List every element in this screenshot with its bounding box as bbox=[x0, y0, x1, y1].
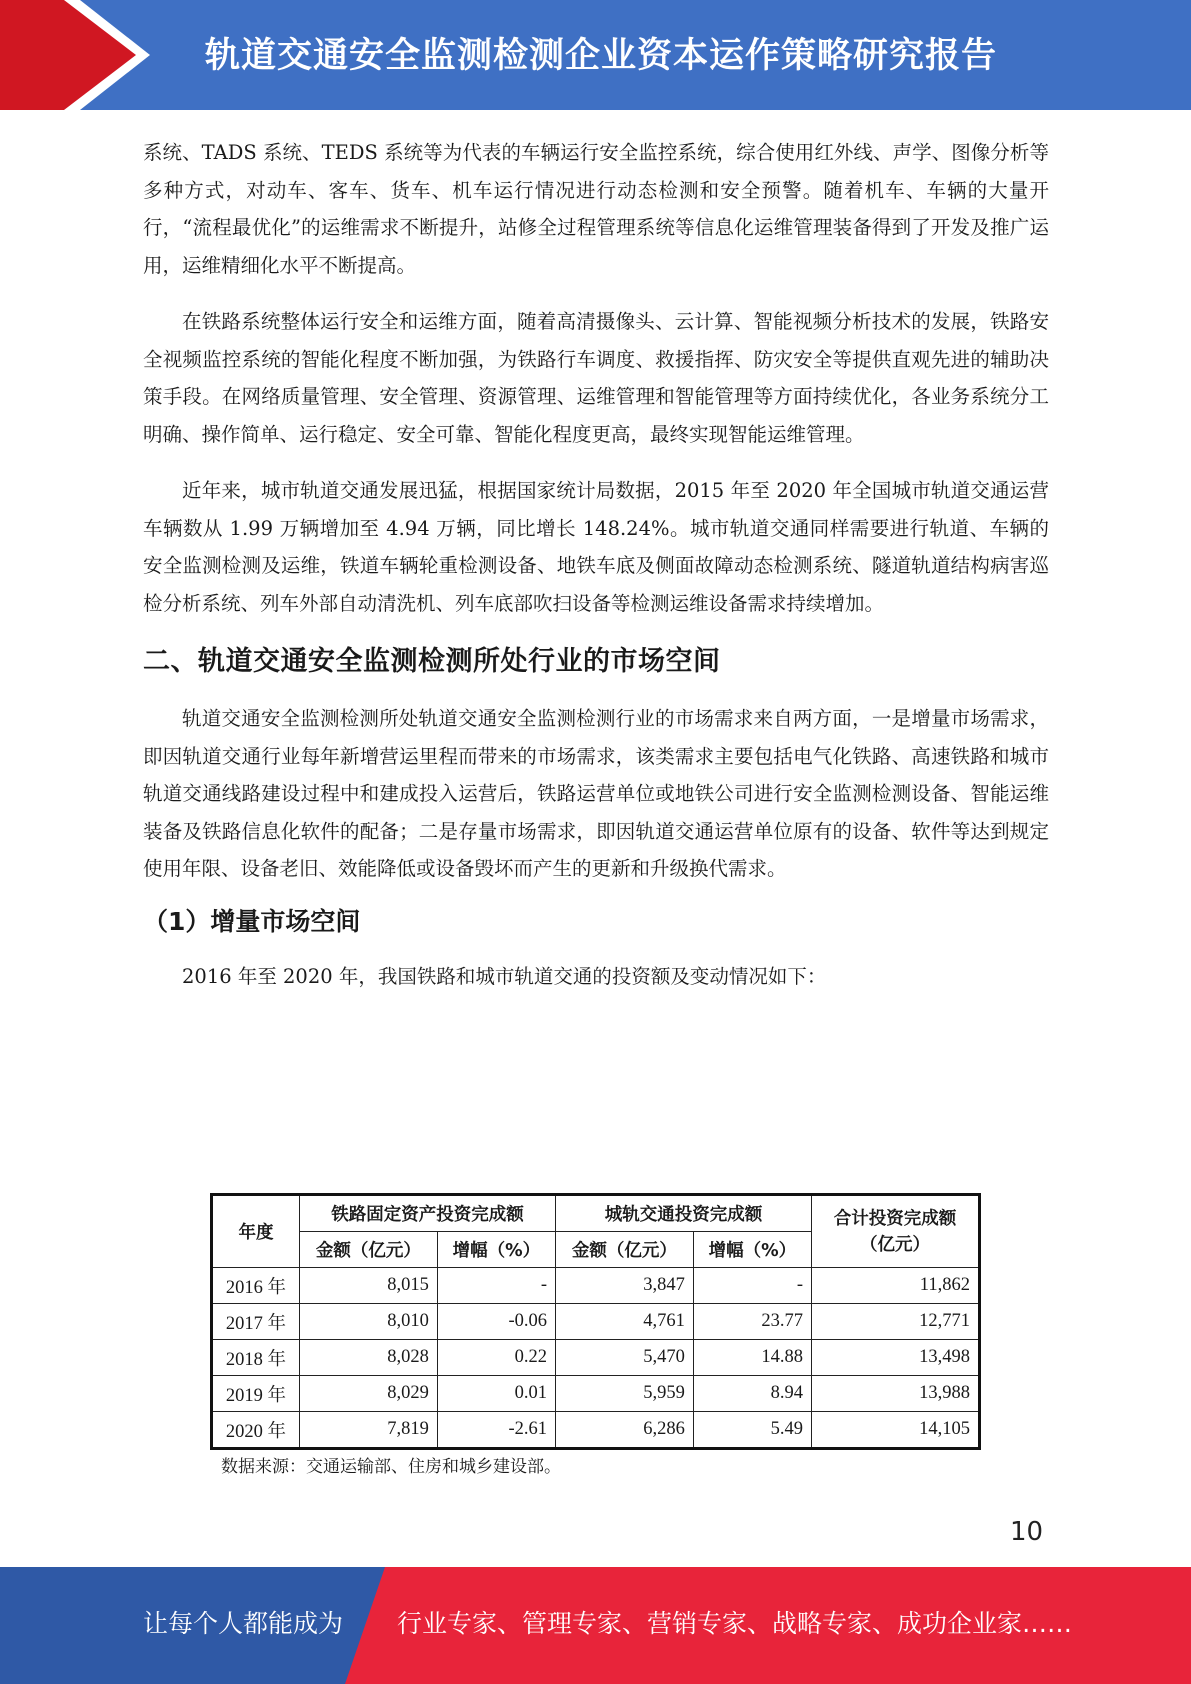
paragraph-4: 轨道交通安全监测检测所处轨道交通安全监测检测行业的市场需求来自两方面，一是增量市场需求，即因轨道交通行业每年新增营运里程而带来的市场需求，该类需求主要包括电气化铁路、高速铁路和城市轨道交通线路建设过程中和建成投入运营后，铁路运营单位或地铁公司进行安全监测检测设备、智能运维装备及铁路信息化软件的配备；二是存量市场需求，即因轨道交通运营单位原有的设备、软件等达到规定使用年限、设备老旧、效能降低或设备毁坏而产生的更新和升级换代需求。 bbox=[143, 707, 1049, 880]
page-header bbox=[0, 0, 1191, 110]
cell-total: 13,498 bbox=[812, 1340, 980, 1376]
subsection-heading: （1）增量市场空间 bbox=[143, 906, 361, 936]
cell-rail-amount: 8,028 bbox=[300, 1340, 438, 1376]
table-row bbox=[212, 1412, 980, 1449]
header-rail-growth: 增幅（%） bbox=[437, 1232, 555, 1268]
cell-metro-growth: - bbox=[693, 1268, 811, 1304]
table-row bbox=[212, 1340, 980, 1376]
cell-year: 2020 年 bbox=[212, 1412, 300, 1449]
cell-year: 2016 年 bbox=[212, 1268, 300, 1304]
cell-total: 14,105 bbox=[812, 1412, 980, 1449]
header-rail: 铁路固定资产投资完成额 bbox=[300, 1195, 556, 1232]
document-body bbox=[143, 134, 1049, 995]
investment-table bbox=[210, 1193, 981, 1450]
cell-rail-growth: - bbox=[437, 1268, 555, 1304]
cell-rail-amount: 8,029 bbox=[300, 1376, 438, 1412]
cell-year: 2017 年 bbox=[212, 1304, 300, 1340]
cell-rail-growth: -2.61 bbox=[437, 1412, 555, 1449]
cell-rail-growth: -0.06 bbox=[437, 1304, 555, 1340]
investment-table-container bbox=[210, 1193, 981, 1480]
cell-rail-growth: 0.01 bbox=[437, 1376, 555, 1412]
cell-total: 11,862 bbox=[812, 1268, 980, 1304]
page-footer bbox=[0, 1567, 1191, 1684]
paragraph-3: 近年来，城市轨道交通发展迅猛，根据国家统计局数据，2015 年至 2020 年全国城市轨道交通运营车辆数从 1.99 万辆增加至 4.94 万辆，同比增长 148.24%。城市轨道交通同样需要进行轨道、车辆的安全监测检测及运维，铁道车辆轮重检测设备、地铁车底及侧面故障动态检测系统、隧道轨道结构病害巡检分析系统、列车外部自动清洗机、列车底部吹扫设备等检测运维设备需求持续增加。 bbox=[143, 479, 1049, 615]
table-row bbox=[212, 1304, 980, 1340]
header-arrow-icon bbox=[0, 0, 136, 110]
cell-metro-amount: 4,761 bbox=[555, 1304, 693, 1340]
header-metro-amount: 金额（亿元） bbox=[555, 1232, 693, 1268]
page-number: 10 bbox=[1010, 1517, 1044, 1547]
cell-metro-amount: 5,959 bbox=[555, 1376, 693, 1412]
cell-metro-amount: 3,847 bbox=[555, 1268, 693, 1304]
footer-slogan-left: 让每个人都能成为 bbox=[143, 1609, 344, 1638]
paragraph-5: 2016 年至 2020 年，我国铁路和城市轨道交通的投资额及变动情况如下： bbox=[182, 964, 827, 988]
footer-slogan-right: 行业专家、管理专家、营销专家、战略专家、成功企业家…… bbox=[397, 1609, 1073, 1638]
cell-year: 2019 年 bbox=[212, 1376, 300, 1412]
cell-rail-amount: 8,015 bbox=[300, 1268, 438, 1304]
paragraph-2: 在铁路系统整体运行安全和运维方面，随着高清摄像头、云计算、智能视频分析技术的发展，铁路安全视频监控系统的智能化程度不断加强，为铁路行车调度、救援指挥、防灾安全等提供直观先进的辅助决策手段。在网络质量管理、安全管理、资源管理、运维管理和智能管理等方面持续优化，各业务系统分工明确、操作简单、运行稳定、安全可靠、智能化程度更高，最终实现智能运维管理。 bbox=[143, 310, 1049, 446]
cell-metro-growth: 14.88 bbox=[693, 1340, 811, 1376]
cell-metro-growth: 23.77 bbox=[693, 1304, 811, 1340]
paragraph-1: 系统、TADS 系统、TEDS 系统等为代表的车辆运行安全监控系统，综合使用红外线、声学、图像分析等多种方式，对动车、客车、货车、机车运行情况进行动态检测和安全预警。随着机车、车辆的大量开行，“流程最优化”的运维需求不断提升，站修全过程管理系统等信息化运维管理装备得到了开发及推广运用，运维精细化水平不断提高。 bbox=[143, 141, 1049, 277]
cell-metro-growth: 8.94 bbox=[693, 1376, 811, 1412]
table-row bbox=[212, 1376, 980, 1412]
cell-metro-amount: 5,470 bbox=[555, 1340, 693, 1376]
header-year: 年度 bbox=[212, 1195, 300, 1268]
cell-total: 12,771 bbox=[812, 1304, 980, 1340]
header-total: 合计投资完成额（亿元） bbox=[812, 1195, 980, 1268]
cell-total: 13,988 bbox=[812, 1376, 980, 1412]
cell-metro-amount: 6,286 bbox=[555, 1412, 693, 1449]
cell-year: 2018 年 bbox=[212, 1340, 300, 1376]
header-metro: 城轨交通投资完成额 bbox=[555, 1195, 811, 1232]
report-title: 轨道交通安全监测检测企业资本运作策略研究报告 bbox=[205, 36, 998, 76]
section-heading: 二、轨道交通安全监测检测所处行业的市场空间 bbox=[143, 646, 721, 677]
table-row bbox=[212, 1268, 980, 1304]
cell-rail-amount: 8,010 bbox=[300, 1304, 438, 1340]
cell-metro-growth: 5.49 bbox=[693, 1412, 811, 1449]
cell-rail-amount: 7,819 bbox=[300, 1412, 438, 1449]
header-rail-amount: 金额（亿元） bbox=[300, 1232, 438, 1268]
header-metro-growth: 增幅（%） bbox=[693, 1232, 811, 1268]
cell-rail-growth: 0.22 bbox=[437, 1340, 555, 1376]
table-source-note: 数据来源：交通运输部、住房和城乡建设部。 bbox=[221, 1457, 561, 1477]
